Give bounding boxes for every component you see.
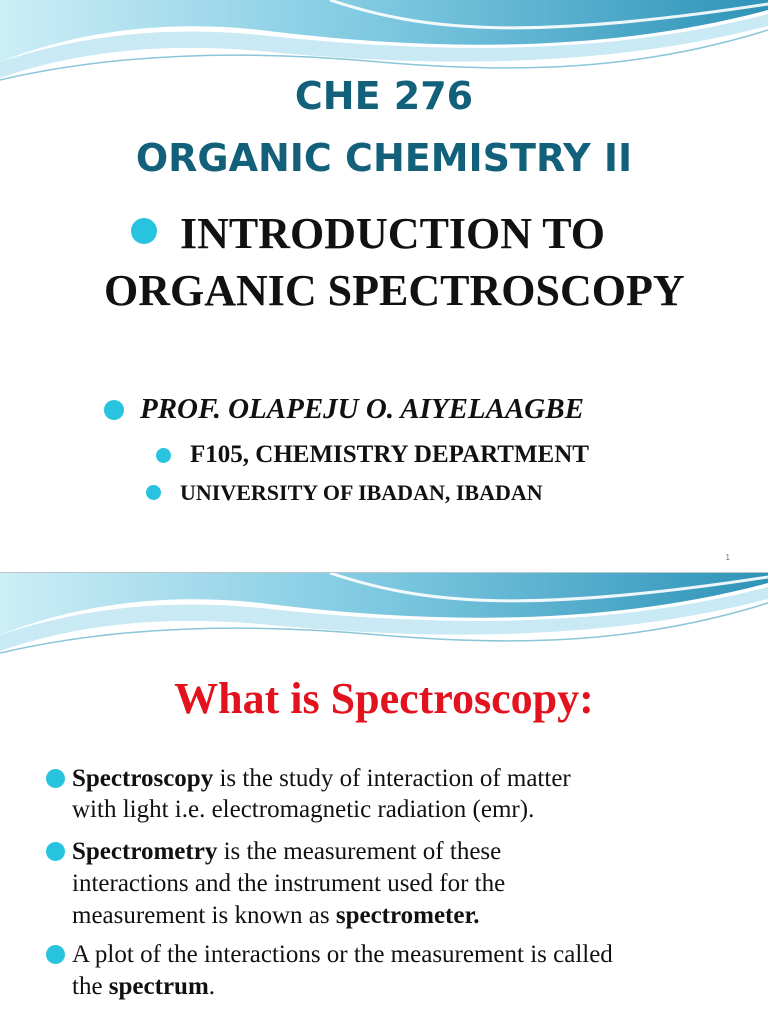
bullet-dot-icon [46,769,65,788]
slide-heading: What is Spectroscopy: [174,674,594,723]
bullet-dot-icon [46,945,65,964]
bullet2-text-pre: measurement is known as [72,902,336,929]
bullet1-text: is the study of interaction of matter [213,765,571,792]
bullet2-line2: interactions and the instrument used for the [72,870,506,897]
subtitle-line-1: INTRODUCTION TO [180,209,606,258]
bullet2-line3 [72,900,480,931]
subtitle-line-2: ORGANIC SPECTROSCOPY [104,266,685,315]
course-code-title: CHE 276 [294,74,474,118]
bullet-dot-icon [104,400,124,420]
bullet2-line1 [72,836,501,867]
bullet3-text-post: . [208,973,216,1000]
author-name: PROF. OLAPEJU O. AIYELAAGBE [140,393,584,425]
term-spectroscopy: Spectroscopy [72,765,214,792]
bullet1-line1 [72,763,571,794]
bullet3-text-pre: the [72,973,109,1000]
department-text: F105, CHEMISTRY DEPARTMENT [190,441,589,468]
term-spectrum: spectrum [108,973,209,1000]
bullet-dot-icon [46,842,65,861]
term-spectrometer: spectrometer. [335,902,480,929]
bullet-dot-icon [131,218,157,244]
bullet-dot-icon [156,448,171,463]
bullet-dot-icon [146,485,161,500]
course-name-title: ORGANIC CHEMISTRY II [135,136,633,180]
page-number: 1 [725,553,730,562]
bullet3-line2 [72,971,215,1002]
header-wave-decoration [0,573,768,663]
bullet2-text: is the measurement of these [217,838,502,865]
content-slide [0,573,768,1024]
term-spectrometry: Spectrometry [72,838,218,865]
university-text: UNIVERSITY OF IBADAN, IBADAN [180,480,543,505]
bullet3-line1: A plot of the interactions or the measurement is called [72,941,613,968]
bullet1-line2: with light i.e. electromagnetic radiation (emr). [72,796,535,823]
